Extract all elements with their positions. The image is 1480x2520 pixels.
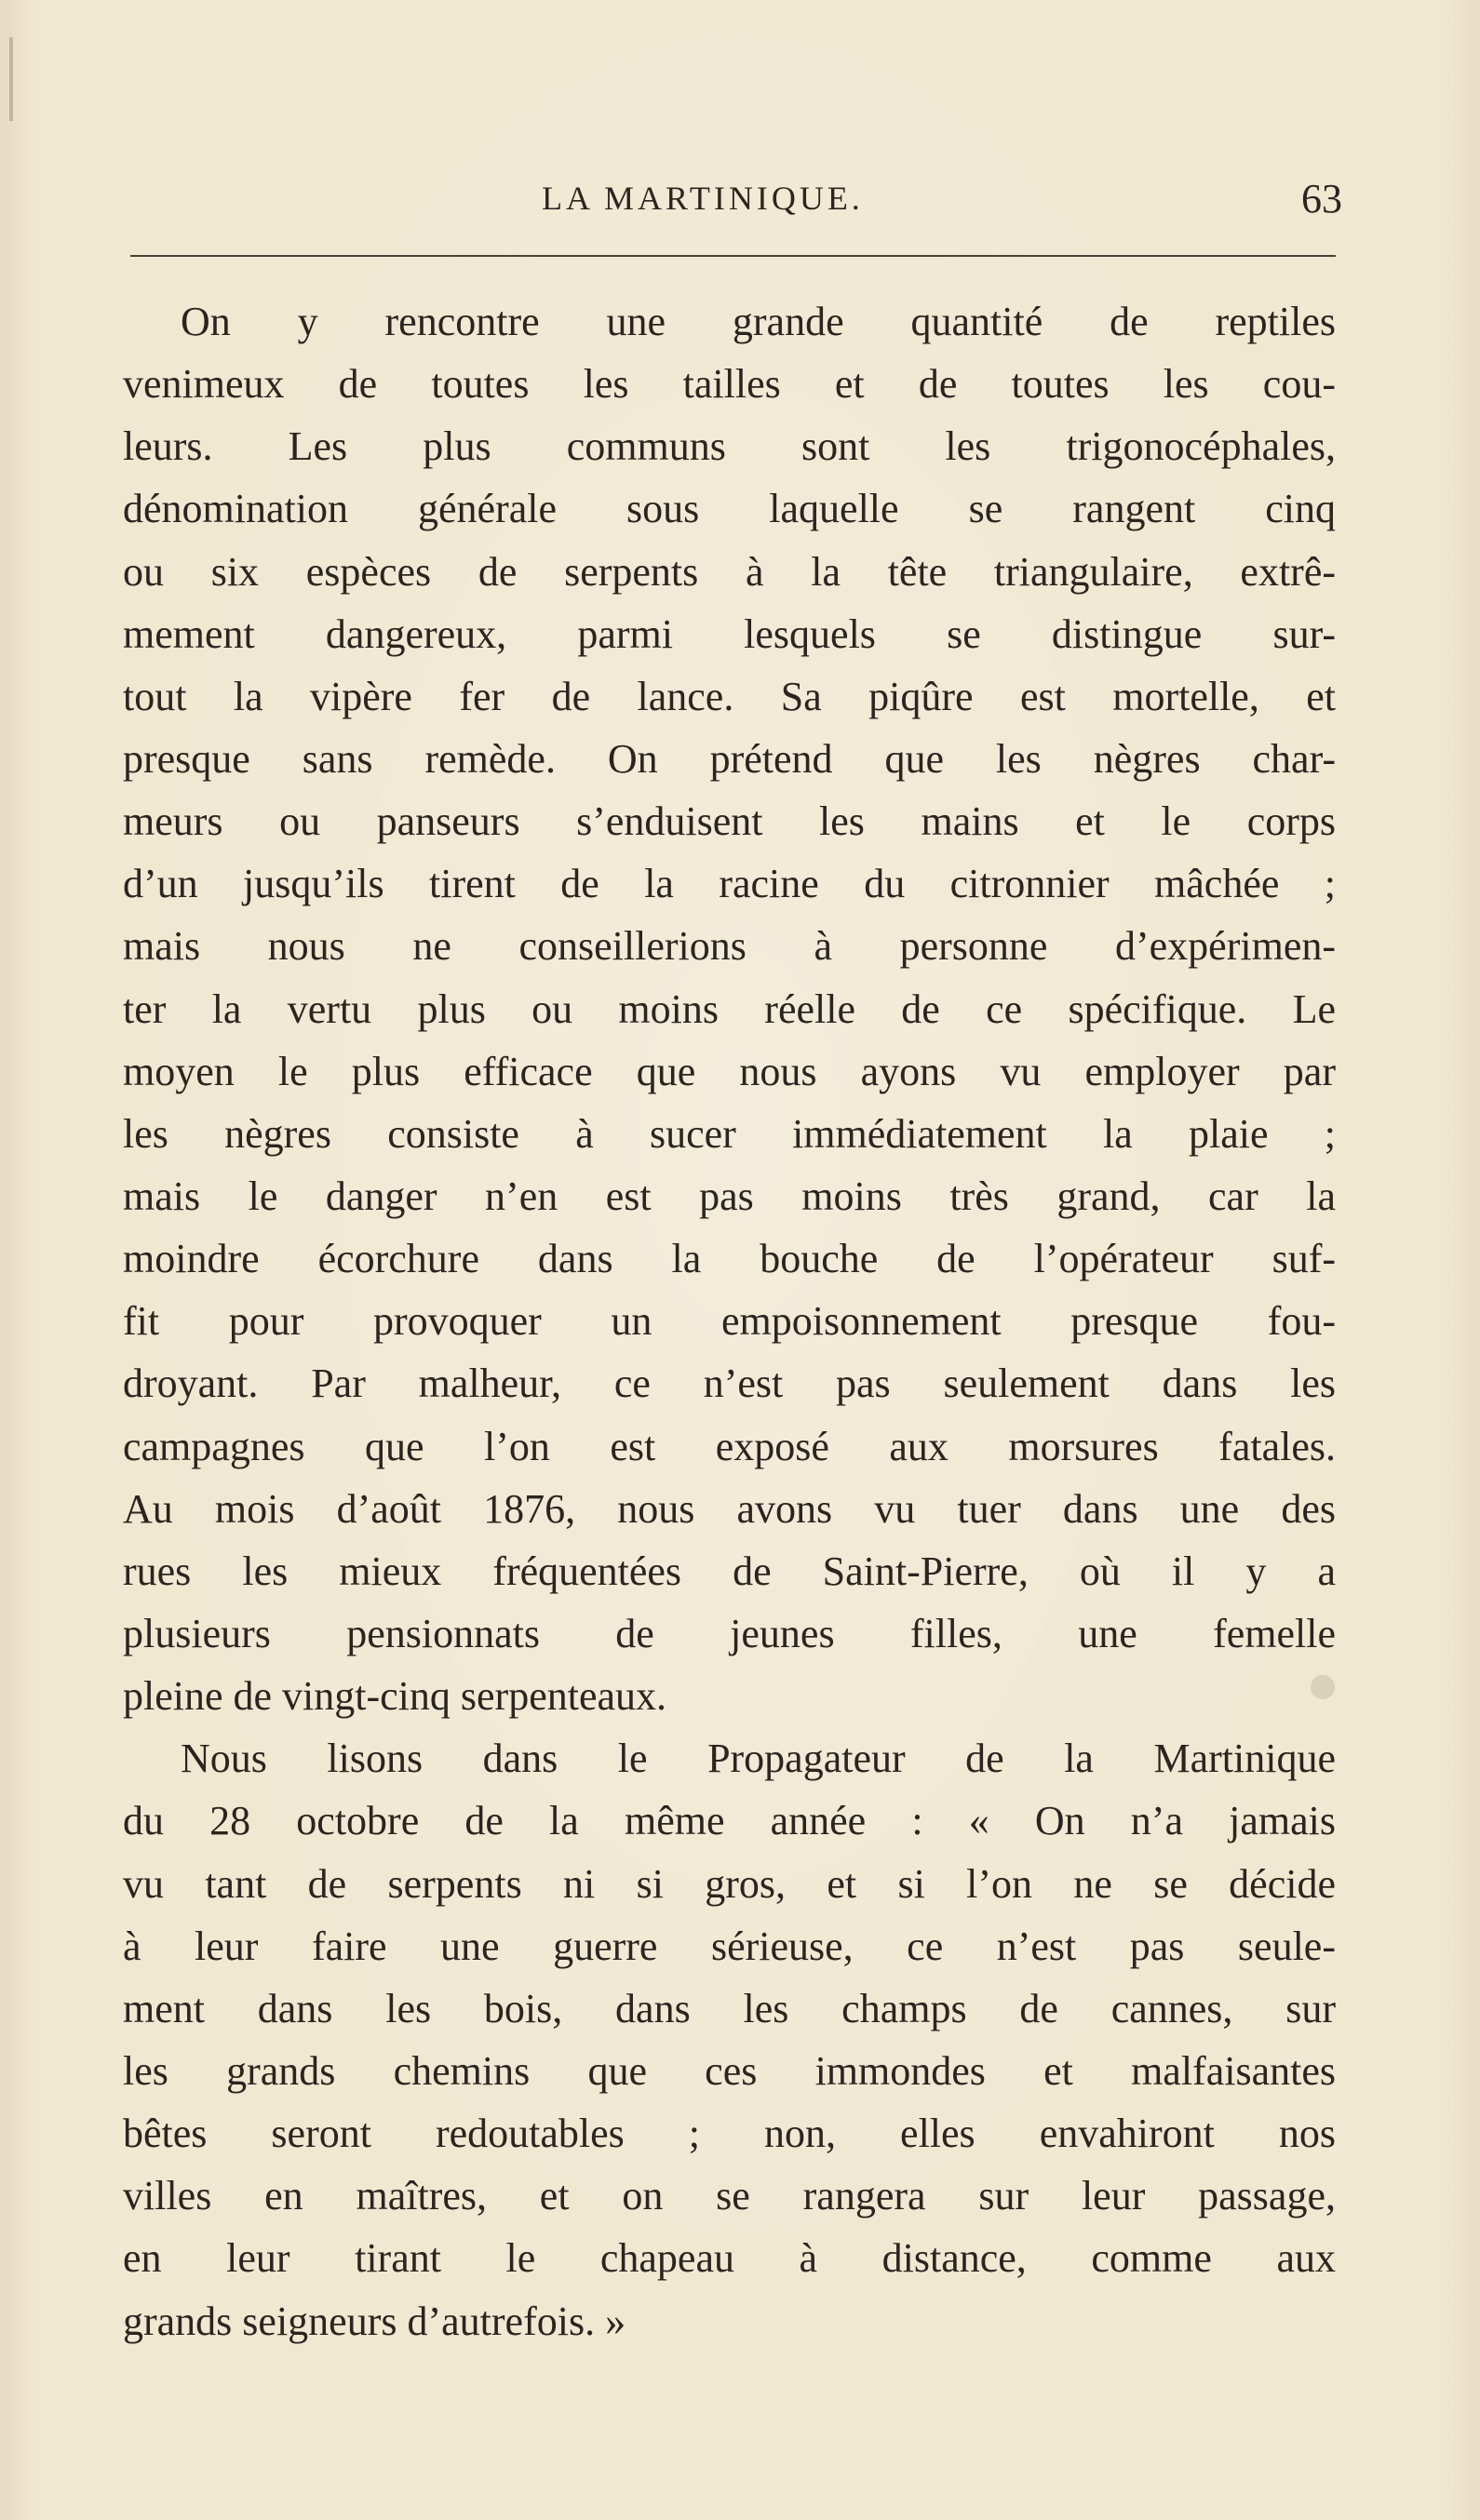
text-line: en leur tirant le chapeau à distance, comme aux — [123, 2235, 1336, 2282]
text-line: ment dans les bois, dans les champs de cannes, sur — [123, 1985, 1336, 2031]
running-head — [123, 176, 1342, 235]
text-line: bêtes seront redoutables ; non, elles envahiront nos — [123, 2111, 1336, 2157]
text-line: Nous lisons dans le Propagateur de la Martinique — [181, 1736, 1336, 1782]
text-line: moyen le plus efficace que nous ayons vu employer par — [123, 1048, 1336, 1094]
text-line: pleine de vingt-cinq serpenteaux. — [123, 1673, 667, 1720]
text-line: mais le danger n’en est pas moins très grand, car la — [123, 1173, 1336, 1219]
text-line: presque sans remède. On prétend que les nègres char- — [123, 735, 1336, 782]
body-text — [123, 290, 1336, 2352]
text-line: villes en maîtres, et on se rangera sur leur passage, — [123, 2173, 1336, 2219]
text-line: fit pour provoquer un empoisonnement presque fou- — [123, 1298, 1336, 1345]
text-line: campagnes que l’on est exposé aux morsures fatales. — [123, 1423, 1336, 1469]
chapter-title: LA MARTINIQUE. — [542, 180, 864, 217]
text-line: tout la vipère fer de lance. Sa piqûre est mortelle, et — [123, 673, 1336, 719]
text-line: dénomination générale sous laquelle se rangent cinq — [123, 486, 1336, 532]
text-line: moindre écorchure dans la bouche de l’opérateur suf- — [123, 1236, 1336, 1282]
text-line: mais nous ne conseillerions à personne d’expérimen- — [123, 923, 1336, 970]
text-line: Au mois d’août 1876, nous avons vu tuer dans une des — [123, 1485, 1336, 1532]
page-number: 63 — [1301, 176, 1342, 221]
text-line: les grands chemins que ces immondes et malfaisantes — [123, 2047, 1336, 2094]
text-line: vu tant de serpents ni si gros, et si l’on ne se décide — [123, 1860, 1336, 1907]
text-line: d’un jusqu’ils tirent de la racine du citronnier mâchée ; — [123, 861, 1336, 907]
text-line: du 28 octobre de la même année : « On n’a jamais — [123, 1798, 1336, 1844]
text-line: ter la vertu plus ou moins réelle de ce spécifique. Le — [123, 985, 1336, 1032]
text-line: plusieurs pensionnats de jeunes filles, une femelle — [123, 1610, 1336, 1656]
text-line: à leur faire une guerre sérieuse, ce n’est pas seule- — [123, 1923, 1336, 1969]
text-line: droyant. Par malheur, ce n’est pas seulement dans les — [123, 1361, 1336, 1407]
text-line: mement dangereux, parmi lesquels se distingue sur- — [123, 610, 1336, 657]
text-line: On y rencontre une grande quantité de reptiles — [181, 299, 1336, 344]
text-line: venimeux de toutes les tailles et de toutes les cou- — [123, 361, 1336, 408]
binding-mark — [9, 37, 13, 121]
text-line: les nègres consiste à sucer immédiatement la plaie ; — [123, 1110, 1336, 1157]
text-line: grands seigneurs d’autrefois. » — [123, 2298, 626, 2344]
paper-smudge — [1311, 1675, 1335, 1699]
text-line: rues les mieux fréquentées de Saint-Pierre, où il y a — [123, 1548, 1336, 1594]
header-rule — [130, 255, 1336, 257]
text-line: leurs. Les plus communs sont les trigonocéphales, — [123, 423, 1336, 470]
text-line: meurs ou panseurs s’enduisent les mains et le corps — [123, 798, 1336, 845]
text-line: ou six espèces de serpents à la tête triangulaire, extrê- — [123, 548, 1336, 595]
